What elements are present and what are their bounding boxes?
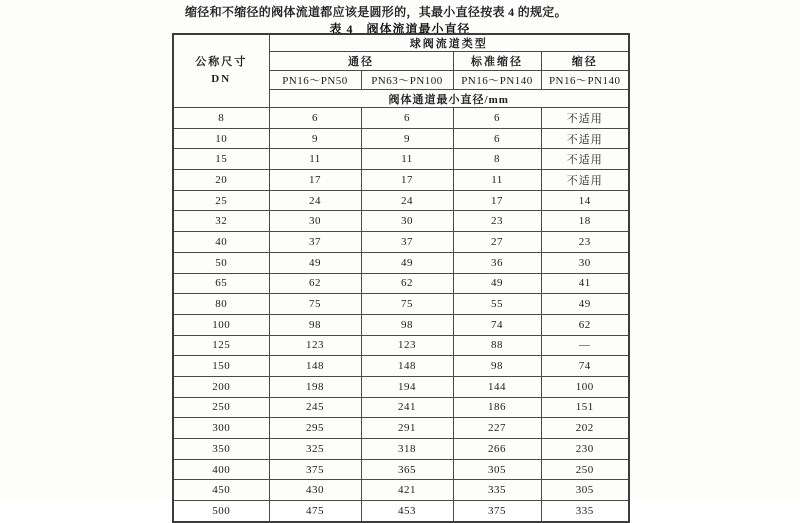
dn-cell: 80: [173, 294, 269, 315]
value-cell: 148: [361, 356, 453, 377]
value-cell: —: [541, 335, 629, 356]
dn-cell: 65: [173, 273, 269, 294]
value-cell: 11: [269, 149, 361, 170]
value-cell: 375: [453, 501, 541, 522]
value-cell: 27: [453, 232, 541, 253]
header-nominal-size-line1: 公称尺寸: [195, 56, 248, 68]
table-row: [173, 149, 629, 170]
value-cell: 202: [541, 418, 629, 439]
value-cell: 100: [541, 376, 629, 397]
table-row: [173, 190, 629, 211]
value-cell: 36: [453, 252, 541, 273]
value-cell: 74: [541, 356, 629, 377]
table-row: [173, 397, 629, 418]
value-cell: 62: [269, 273, 361, 294]
value-cell: 88: [453, 335, 541, 356]
table-row: [173, 252, 629, 273]
value-cell: 198: [269, 376, 361, 397]
table-row: [173, 439, 629, 460]
header-pn-full-bore-low: PN16～PN50: [269, 71, 361, 90]
dn-cell: 200: [173, 376, 269, 397]
value-cell: 305: [541, 480, 629, 501]
value-cell: 75: [269, 294, 361, 315]
header-standard-reduced: 标准缩径: [453, 52, 541, 71]
min-bore-diameter-table: [172, 33, 630, 523]
value-cell: 365: [361, 459, 453, 480]
header-pn-reduced: PN16～PN140: [541, 71, 629, 90]
value-cell: 不适用: [541, 149, 629, 170]
value-cell: 335: [453, 480, 541, 501]
value-cell: 37: [361, 232, 453, 253]
table-row: [173, 232, 629, 253]
table-body: [173, 108, 629, 522]
value-cell: 291: [361, 418, 453, 439]
header-nominal-size: [173, 34, 269, 108]
value-cell: 49: [361, 252, 453, 273]
value-cell: 17: [453, 190, 541, 211]
value-cell: 74: [453, 314, 541, 335]
value-cell: 不适用: [541, 170, 629, 191]
value-cell: 9: [361, 128, 453, 149]
value-cell: 98: [361, 314, 453, 335]
value-cell: 17: [361, 170, 453, 191]
value-cell: 453: [361, 501, 453, 522]
value-cell: 325: [269, 439, 361, 460]
dn-cell: 450: [173, 480, 269, 501]
header-pn-full-bore-high: PN63～PN100: [361, 71, 453, 90]
value-cell: 30: [269, 211, 361, 232]
table-row: [173, 418, 629, 439]
value-cell: 151: [541, 397, 629, 418]
value-cell: 17: [269, 170, 361, 191]
value-cell: 98: [453, 356, 541, 377]
value-cell: 6: [361, 108, 453, 129]
dn-cell: 20: [173, 170, 269, 191]
value-cell: 241: [361, 397, 453, 418]
value-cell: 30: [541, 252, 629, 273]
value-cell: 6: [453, 128, 541, 149]
value-cell: 11: [361, 149, 453, 170]
value-cell: 23: [541, 232, 629, 253]
dn-cell: 15: [173, 149, 269, 170]
value-cell: 6: [269, 108, 361, 129]
table-row: [173, 501, 629, 522]
dn-cell: 250: [173, 397, 269, 418]
value-cell: 23: [453, 211, 541, 232]
table-row: [173, 128, 629, 149]
value-cell: 421: [361, 480, 453, 501]
value-cell: 49: [269, 252, 361, 273]
value-cell: 295: [269, 418, 361, 439]
header-reduced: 缩径: [541, 52, 629, 71]
table-row: [173, 459, 629, 480]
value-cell: 49: [541, 294, 629, 315]
dn-cell: 500: [173, 501, 269, 522]
header-unit: 阀体通道最小直径/mm: [269, 90, 629, 108]
value-cell: 266: [453, 439, 541, 460]
value-cell: 123: [361, 335, 453, 356]
value-cell: 37: [269, 232, 361, 253]
value-cell: 375: [269, 459, 361, 480]
value-cell: 186: [453, 397, 541, 418]
dn-cell: 10: [173, 128, 269, 149]
value-cell: 41: [541, 273, 629, 294]
table-row: [173, 273, 629, 294]
table-row: [173, 211, 629, 232]
dn-cell: 25: [173, 190, 269, 211]
table-row: [173, 314, 629, 335]
value-cell: 75: [361, 294, 453, 315]
dn-cell: 8: [173, 108, 269, 129]
value-cell: 148: [269, 356, 361, 377]
dn-cell: 150: [173, 356, 269, 377]
value-cell: 194: [361, 376, 453, 397]
value-cell: 245: [269, 397, 361, 418]
table-row: [173, 170, 629, 191]
value-cell: 8: [453, 149, 541, 170]
value-cell: 9: [269, 128, 361, 149]
dn-cell: 350: [173, 439, 269, 460]
table-row: [173, 294, 629, 315]
value-cell: 430: [269, 480, 361, 501]
value-cell: 318: [361, 439, 453, 460]
value-cell: 250: [541, 459, 629, 480]
header-valve-channel-type: 球阀流道类型: [269, 34, 629, 52]
intro-paragraph: 缩径和不缩径的阀体流道都应该是圆形的，其最小直径按表 4 的规定。: [185, 5, 567, 19]
value-cell: 335: [541, 501, 629, 522]
table-row: [173, 335, 629, 356]
dn-cell: 300: [173, 418, 269, 439]
dn-cell: 125: [173, 335, 269, 356]
table-row: [173, 376, 629, 397]
dn-cell: 100: [173, 314, 269, 335]
value-cell: 305: [453, 459, 541, 480]
value-cell: 62: [361, 273, 453, 294]
value-cell: 475: [269, 501, 361, 522]
header-nominal-size-line2: DN: [211, 73, 232, 85]
table-row: [173, 480, 629, 501]
value-cell: 24: [361, 190, 453, 211]
value-cell: 55: [453, 294, 541, 315]
dn-cell: 40: [173, 232, 269, 253]
table-caption: 表 4 阀体流道最小直径: [329, 22, 471, 36]
value-cell: 49: [453, 273, 541, 294]
value-cell: 230: [541, 439, 629, 460]
content-column: [172, 0, 628, 517]
value-cell: 不适用: [541, 108, 629, 129]
value-cell: 62: [541, 314, 629, 335]
header-full-bore: 通径: [269, 52, 453, 71]
value-cell: 6: [453, 108, 541, 129]
dn-cell: 400: [173, 459, 269, 480]
value-cell: 不适用: [541, 128, 629, 149]
value-cell: 11: [453, 170, 541, 191]
value-cell: 24: [269, 190, 361, 211]
value-cell: 98: [269, 314, 361, 335]
value-cell: 18: [541, 211, 629, 232]
value-cell: 30: [361, 211, 453, 232]
dn-cell: 32: [173, 211, 269, 232]
header-pn-standard-reduced: PN16～PN140: [453, 71, 541, 90]
value-cell: 227: [453, 418, 541, 439]
table-row: [173, 356, 629, 377]
value-cell: 14: [541, 190, 629, 211]
value-cell: 123: [269, 335, 361, 356]
table-row: [173, 108, 629, 129]
value-cell: 144: [453, 376, 541, 397]
dn-cell: 50: [173, 252, 269, 273]
